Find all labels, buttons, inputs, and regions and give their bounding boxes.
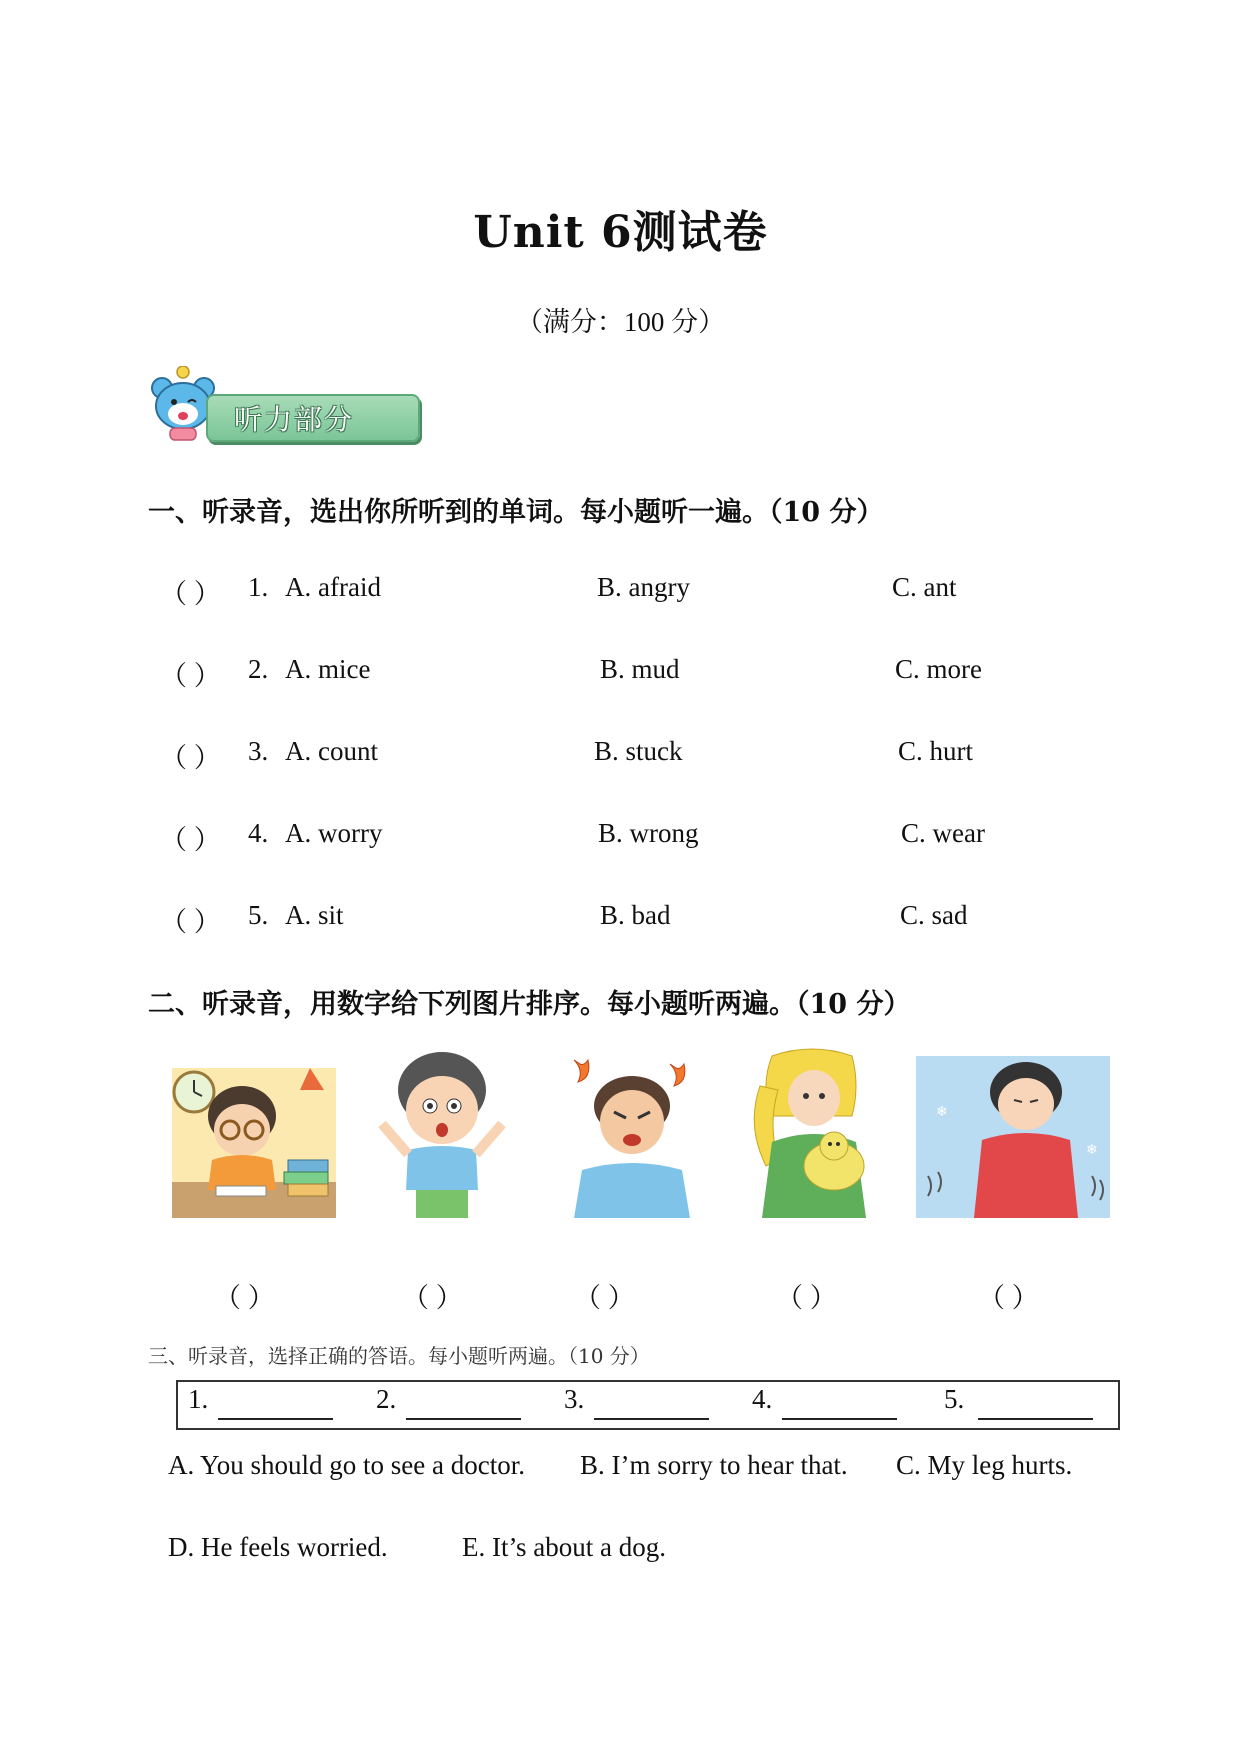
blank-number: 3. [564,1384,585,1414]
option-c: C. hurt [898,736,974,766]
answer-blank[interactable] [406,1418,521,1420]
answer-blank[interactable] [594,1418,709,1420]
girl-with-cat-picture [742,1046,884,1218]
answer-blank[interactable] [978,1418,1093,1420]
choice-c: C. My leg hurts. [896,1450,1073,1480]
blank-number: 2. [376,1384,397,1414]
item-number: 1. [248,572,269,602]
option-a: A. mice [285,654,371,684]
choice-a: A. You should go to see a doctor. [168,1450,525,1480]
blank-number: 1. [188,1384,209,1414]
option-c: C. more [895,654,982,684]
choice-e: E. It’s about a dog. [462,1532,666,1562]
option-a: A. afraid [285,572,381,602]
page-subtitle: （满分：100 分） [515,307,726,337]
item-number: 5. [248,900,269,930]
boy-studying-picture [172,1050,336,1218]
answer-paren[interactable]: （ ） [160,579,221,609]
option-b: B. angry [597,572,690,602]
answer-box [176,1380,1120,1430]
answer-blank[interactable] [782,1418,897,1420]
picture-answer-paren[interactable]: （ ） [402,1283,463,1313]
answer-paren[interactable]: （ ） [160,825,221,855]
picture-answer-paren[interactable]: （ ） [978,1283,1039,1313]
badge-label: 听力部分 [234,403,355,436]
section2-heading: 二、听录音，用数字给下列图片排序。每小题听两遍。（10 分） [148,989,911,1020]
option-b: B. wrong [598,818,699,848]
answer-paren[interactable]: （ ） [160,661,221,691]
page-title: Unit 6测试卷 [473,207,768,258]
option-c: C. sad [900,900,968,930]
choice-b: B. I’m sorry to hear that. [580,1450,848,1480]
svg-text:❄: ❄ [1086,1142,1098,1158]
option-a: A. worry [285,818,383,848]
boy-surprised-picture [372,1050,512,1218]
answer-blank[interactable] [218,1418,333,1420]
item-number: 3. [248,736,269,766]
item-number: 2. [248,654,269,684]
option-b: B. bad [600,900,671,930]
section3-heading: 三、听录音，选择正确的答语。每小题听两遍。（10 分） [148,1344,650,1368]
choice-d: D. He feels worried. [168,1532,388,1562]
picture-answer-paren[interactable]: （ ） [776,1283,837,1313]
listening-badge [148,366,418,444]
option-c: C. ant [892,572,957,602]
answer-paren[interactable]: （ ） [160,907,221,937]
boy-angry-picture [552,1050,712,1218]
girl-cold-picture [916,1056,1110,1218]
answer-paren[interactable]: （ ） [160,743,221,773]
blank-number: 5. [944,1384,965,1414]
svg-text:❄: ❄ [936,1104,948,1120]
option-a: A. sit [285,900,344,930]
option-b: B. stuck [594,736,683,766]
blank-number: 4. [752,1384,773,1414]
picture-answer-paren[interactable]: （ ） [574,1283,635,1313]
section1-heading: 一、听录音，选出你所听到的单词。每小题听一遍。（10 分） [148,497,884,528]
option-b: B. mud [600,654,680,684]
option-a: A. count [285,736,378,766]
picture-answer-paren[interactable]: （ ） [214,1283,275,1313]
option-c: C. wear [901,818,985,848]
item-number: 4. [248,818,269,848]
